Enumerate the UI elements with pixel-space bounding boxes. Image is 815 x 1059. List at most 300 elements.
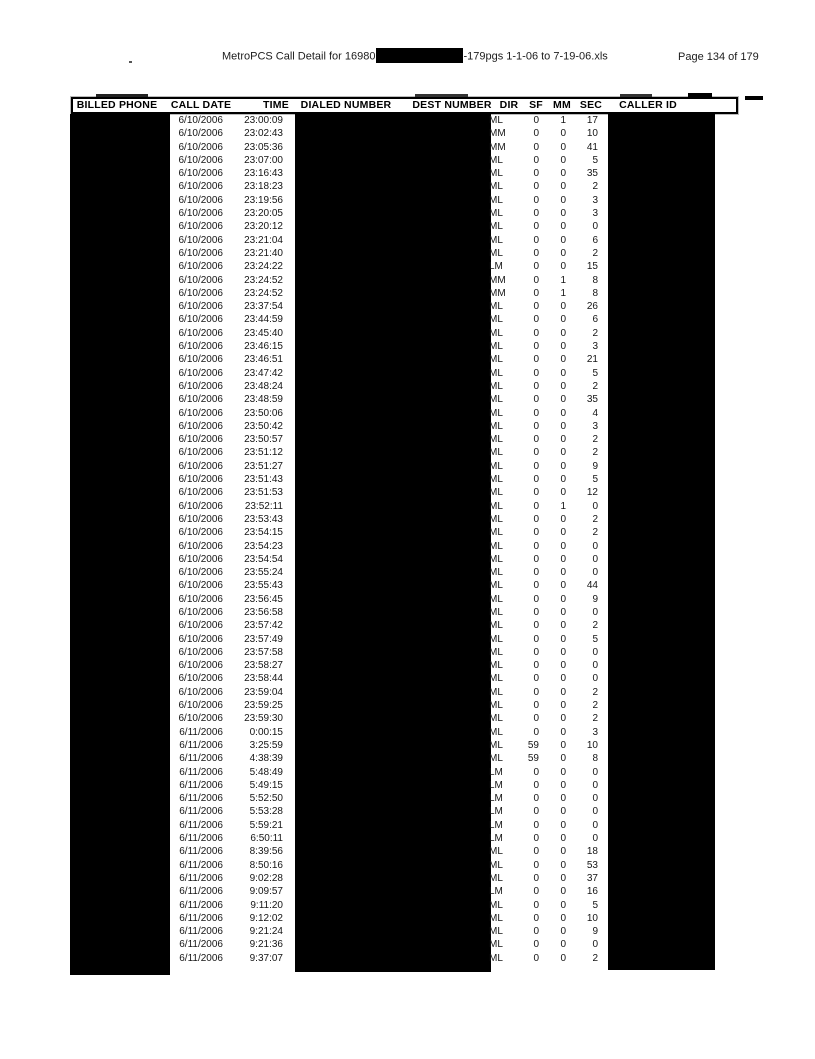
cell-dir: ML [489, 700, 503, 712]
cell-time: 23:20:12 [244, 221, 283, 233]
cell-dir: ML [489, 341, 503, 353]
table-body [0, 114, 815, 965]
cell-dir: ML [489, 168, 503, 180]
cell-sec: 35 [586, 168, 598, 180]
scan-speck [129, 61, 132, 63]
table-row [0, 260, 815, 273]
table-row [0, 633, 815, 646]
cell-sec: 44 [586, 580, 598, 592]
cell-sec: 0 [592, 833, 598, 845]
cell-call-date: 6/10/2006 [178, 301, 223, 313]
cell-dir: MM [489, 141, 506, 153]
cell-time: 23:48:59 [244, 394, 283, 406]
cell-mm: 0 [560, 540, 566, 552]
cell-dir: ML [489, 380, 503, 392]
cell-sec: 21 [586, 354, 598, 366]
table-row [0, 167, 815, 180]
table-row [0, 220, 815, 233]
cell-dir: ML [489, 394, 503, 406]
table-row [0, 872, 815, 885]
scan-smudge [415, 94, 468, 97]
cell-mm: 0 [560, 952, 566, 964]
table-row [0, 327, 815, 340]
cell-mm: 1 [560, 115, 566, 126]
cell-time: 23:45:40 [244, 327, 283, 339]
table-row [0, 805, 815, 818]
cell-sf: 0 [533, 793, 539, 805]
cell-mm: 0 [560, 367, 566, 379]
cell-mm: 0 [560, 833, 566, 845]
cell-time: 4:38:39 [249, 753, 283, 765]
table-row [0, 593, 815, 606]
cell-time: 23:18:23 [244, 181, 283, 193]
cell-sf: 0 [533, 434, 539, 446]
cell-mm: 0 [560, 261, 566, 273]
cell-sf: 0 [533, 673, 539, 685]
cell-time: 23:46:15 [244, 341, 283, 353]
table-row [0, 672, 815, 685]
cell-mm: 0 [560, 819, 566, 831]
cell-time: 23:54:23 [244, 540, 283, 552]
cell-sec: 10 [586, 912, 598, 924]
cell-sf: 0 [533, 208, 539, 220]
table-row [0, 433, 815, 446]
cell-call-date: 6/10/2006 [178, 500, 223, 512]
column-header-dialed-number: DIALED NUMBER [300, 99, 392, 111]
cell-sec: 35 [586, 394, 598, 406]
cell-sec: 0 [592, 819, 598, 831]
cell-mm: 0 [560, 341, 566, 353]
cell-sf: 0 [533, 700, 539, 712]
cell-sf: 0 [533, 952, 539, 964]
cell-call-date: 6/11/2006 [179, 726, 223, 738]
cell-time: 23:58:27 [244, 660, 283, 672]
cell-time: 23:24:52 [244, 287, 283, 299]
cell-mm: 0 [560, 314, 566, 326]
cell-mm: 0 [560, 221, 566, 233]
table-row [0, 526, 815, 539]
cell-sec: 0 [592, 939, 598, 951]
cell-sf: 0 [533, 367, 539, 379]
cell-time: 23:02:43 [244, 128, 283, 140]
column-header-caller-id: CALLER ID [619, 99, 677, 111]
table-row [0, 367, 815, 380]
cell-sf: 0 [533, 500, 539, 512]
cell-mm: 0 [560, 806, 566, 818]
cell-sec: 0 [592, 606, 598, 618]
cell-mm: 1 [560, 274, 566, 286]
column-header-billed-phone: BILLED PHONE [76, 99, 158, 111]
cell-dir: ML [489, 939, 503, 951]
cell-sec: 4 [592, 407, 598, 419]
cell-time: 23:19:56 [244, 194, 283, 206]
cell-call-date: 6/10/2006 [178, 314, 223, 326]
cell-dir: ML [489, 115, 503, 126]
cell-sf: 0 [533, 606, 539, 618]
cell-time: 23:51:43 [244, 474, 283, 486]
table-row [0, 832, 815, 845]
cell-mm: 0 [560, 513, 566, 525]
cell-mm: 0 [560, 793, 566, 805]
cell-dir: ML [489, 646, 503, 658]
scan-smudge [688, 93, 712, 98]
cell-mm: 1 [560, 287, 566, 299]
cell-dir: ML [489, 314, 503, 326]
document-title-suffix: -179pgs 1-1-06 to 7-19-06.xls [463, 50, 608, 63]
table-row [0, 952, 815, 965]
cell-time: 23:24:22 [244, 261, 283, 273]
cell-time: 9:37:07 [249, 952, 283, 964]
cell-call-date: 6/10/2006 [178, 367, 223, 379]
cell-dir: LM [489, 833, 503, 845]
cell-time: 9:21:36 [249, 939, 283, 951]
cell-dir: LM [489, 261, 503, 273]
cell-mm: 0 [560, 620, 566, 632]
cell-mm: 0 [560, 141, 566, 153]
cell-dir: ML [489, 513, 503, 525]
cell-call-date: 6/10/2006 [178, 673, 223, 685]
cell-sec: 26 [586, 301, 598, 313]
table-row [0, 460, 815, 473]
cell-sec: 2 [592, 620, 598, 632]
table-header-bar [71, 97, 738, 114]
cell-mm: 0 [560, 700, 566, 712]
cell-sec: 3 [592, 194, 598, 206]
cell-call-date: 6/10/2006 [178, 247, 223, 259]
cell-mm: 0 [560, 606, 566, 618]
cell-call-date: 6/10/2006 [178, 606, 223, 618]
cell-dir: ML [489, 474, 503, 486]
cell-dir: ML [489, 407, 503, 419]
cell-time: 23:21:40 [244, 247, 283, 259]
cell-call-date: 6/11/2006 [179, 753, 223, 765]
cell-sf: 0 [533, 407, 539, 419]
cell-mm: 0 [560, 567, 566, 579]
cell-time: 9:12:02 [249, 912, 283, 924]
cell-dir: ML [489, 527, 503, 539]
cell-call-date: 6/10/2006 [178, 527, 223, 539]
cell-sf: 0 [533, 660, 539, 672]
cell-dir: ML [489, 567, 503, 579]
cell-call-date: 6/11/2006 [179, 779, 223, 791]
cell-call-date: 6/11/2006 [179, 872, 223, 884]
cell-time: 9:11:20 [250, 899, 283, 911]
cell-call-date: 6/11/2006 [179, 833, 223, 845]
cell-dir: ML [489, 301, 503, 313]
cell-mm: 0 [560, 447, 566, 459]
cell-sec: 6 [592, 234, 598, 246]
cell-sf: 0 [533, 833, 539, 845]
cell-call-date: 6/10/2006 [178, 646, 223, 658]
cell-sec: 2 [592, 434, 598, 446]
cell-mm: 0 [560, 354, 566, 366]
cell-sf: 0 [533, 779, 539, 791]
cell-mm: 0 [560, 394, 566, 406]
cell-call-date: 6/10/2006 [178, 181, 223, 193]
cell-sec: 0 [592, 766, 598, 778]
cell-dir: ML [489, 487, 503, 499]
redaction-bar-title [376, 48, 463, 63]
cell-dir: ML [489, 434, 503, 446]
cell-sf: 0 [533, 460, 539, 472]
cell-mm: 0 [560, 593, 566, 605]
cell-call-date: 6/11/2006 [179, 806, 223, 818]
cell-dir: ML [489, 181, 503, 193]
cell-call-date: 6/10/2006 [178, 660, 223, 672]
table-row [0, 912, 815, 925]
cell-call-date: 6/10/2006 [178, 208, 223, 220]
cell-mm: 0 [560, 580, 566, 592]
cell-sf: 0 [533, 646, 539, 658]
cell-call-date: 6/10/2006 [178, 354, 223, 366]
cell-call-date: 6/10/2006 [178, 168, 223, 180]
cell-sf: 0 [533, 128, 539, 140]
cell-dir: LM [489, 819, 503, 831]
cell-sf: 0 [533, 487, 539, 499]
cell-dir: ML [489, 726, 503, 738]
table-row [0, 114, 815, 127]
cell-dir: ML [489, 420, 503, 432]
cell-dir: ML [489, 952, 503, 964]
table-row [0, 699, 815, 712]
cell-dir: ML [489, 606, 503, 618]
cell-mm: 0 [560, 633, 566, 645]
cell-call-date: 6/10/2006 [178, 221, 223, 233]
cell-sf: 0 [533, 474, 539, 486]
cell-time: 23:53:43 [244, 513, 283, 525]
cell-time: 23:56:58 [244, 606, 283, 618]
table-row [0, 234, 815, 247]
cell-sf: 0 [533, 620, 539, 632]
cell-time: 5:52:50 [249, 793, 283, 805]
cell-time: 23:07:00 [244, 154, 283, 166]
cell-dir: ML [489, 327, 503, 339]
cell-time: 23:51:27 [244, 460, 283, 472]
table-row [0, 154, 815, 167]
cell-time: 23:44:59 [244, 314, 283, 326]
cell-sf: 0 [533, 593, 539, 605]
cell-call-date: 6/11/2006 [179, 899, 223, 911]
cell-call-date: 6/10/2006 [178, 593, 223, 605]
cell-sec: 41 [586, 141, 598, 153]
cell-sec: 5 [592, 633, 598, 645]
cell-dir: ML [489, 673, 503, 685]
cell-mm: 0 [560, 686, 566, 698]
cell-sec: 8 [592, 287, 598, 299]
cell-call-date: 6/10/2006 [178, 274, 223, 286]
cell-time: 23:50:42 [244, 420, 283, 432]
cell-time: 0:00:15 [249, 726, 283, 738]
cell-mm: 0 [560, 939, 566, 951]
cell-dir: ML [489, 713, 503, 725]
table-row [0, 141, 815, 154]
table-row [0, 340, 815, 353]
cell-time: 23:54:15 [244, 527, 283, 539]
cell-sf: 0 [533, 553, 539, 565]
cell-mm: 0 [560, 779, 566, 791]
cell-sec: 8 [592, 753, 598, 765]
cell-mm: 0 [560, 660, 566, 672]
cell-sec: 3 [592, 726, 598, 738]
cell-mm: 0 [560, 553, 566, 565]
cell-time: 23:52:11 [244, 500, 283, 512]
cell-call-date: 6/10/2006 [178, 633, 223, 645]
cell-sec: 8 [592, 274, 598, 286]
table-row [0, 819, 815, 832]
cell-time: 23:59:30 [244, 713, 283, 725]
cell-mm: 0 [560, 327, 566, 339]
cell-sec: 5 [592, 367, 598, 379]
cell-sec: 0 [592, 500, 598, 512]
cell-mm: 0 [560, 407, 566, 419]
table-row [0, 500, 815, 513]
cell-mm: 0 [560, 527, 566, 539]
table-row [0, 792, 815, 805]
cell-mm: 0 [560, 726, 566, 738]
cell-time: 23:47:42 [244, 367, 283, 379]
table-row [0, 766, 815, 779]
column-header-dir: DIR [499, 99, 519, 111]
cell-mm: 0 [560, 181, 566, 193]
cell-call-date: 6/11/2006 [179, 912, 223, 924]
page-number-label: Page 134 of 179 [678, 51, 759, 63]
cell-dir: ML [489, 846, 503, 858]
scan-smudge [745, 96, 763, 100]
cell-time: 9:09:57 [249, 886, 283, 898]
cell-time: 23:51:12 [244, 447, 283, 459]
cell-dir: ML [489, 247, 503, 259]
cell-sec: 53 [586, 859, 598, 871]
cell-mm: 0 [560, 154, 566, 166]
table-row [0, 752, 815, 765]
cell-time: 6:50:11 [250, 833, 283, 845]
cell-mm: 0 [560, 474, 566, 486]
cell-call-date: 6/11/2006 [179, 766, 223, 778]
table-row [0, 712, 815, 725]
table-row [0, 938, 815, 951]
cell-time: 8:50:16 [249, 859, 283, 871]
table-row [0, 473, 815, 486]
table-row [0, 553, 815, 566]
cell-mm: 0 [560, 926, 566, 938]
table-row [0, 566, 815, 579]
table-row [0, 726, 815, 739]
cell-mm: 0 [560, 753, 566, 765]
cell-mm: 0 [560, 846, 566, 858]
cell-sf: 0 [533, 154, 539, 166]
table-row [0, 579, 815, 592]
cell-call-date: 6/11/2006 [179, 859, 223, 871]
cell-call-date: 6/10/2006 [178, 194, 223, 206]
cell-sf: 0 [533, 513, 539, 525]
cell-dir: ML [489, 154, 503, 166]
cell-time: 23:20:05 [244, 208, 283, 220]
cell-call-date: 6/10/2006 [178, 380, 223, 392]
column-header-dest-number: DEST NUMBER [412, 99, 492, 111]
cell-sf: 0 [533, 886, 539, 898]
cell-call-date: 6/11/2006 [179, 952, 223, 964]
cell-dir: MM [489, 274, 506, 286]
cell-time: 5:48:49 [249, 766, 283, 778]
table-row [0, 646, 815, 659]
cell-time: 23:58:44 [244, 673, 283, 685]
cell-sf: 0 [533, 580, 539, 592]
cell-sec: 0 [592, 567, 598, 579]
cell-sec: 17 [586, 115, 598, 126]
cell-dir: ML [489, 899, 503, 911]
cell-sec: 3 [592, 420, 598, 432]
cell-call-date: 6/10/2006 [178, 700, 223, 712]
cell-sec: 0 [592, 221, 598, 233]
cell-time: 23:37:54 [244, 301, 283, 313]
cell-sec: 2 [592, 181, 598, 193]
cell-mm: 0 [560, 713, 566, 725]
cell-mm: 0 [560, 899, 566, 911]
cell-sec: 9 [592, 926, 598, 938]
cell-sec: 16 [586, 886, 598, 898]
cell-mm: 0 [560, 168, 566, 180]
cell-sec: 2 [592, 447, 598, 459]
column-header-sec: SEC [579, 99, 603, 111]
cell-time: 9:21:24 [249, 926, 283, 938]
table-row [0, 313, 815, 326]
cell-time: 9:02:28 [249, 872, 283, 884]
cell-sf: 0 [533, 420, 539, 432]
cell-time: 23:55:43 [244, 580, 283, 592]
cell-dir: ML [489, 234, 503, 246]
cell-time: 23:48:24 [244, 380, 283, 392]
cell-time: 23:46:51 [244, 354, 283, 366]
cell-dir: ML [489, 686, 503, 698]
cell-sf: 0 [533, 261, 539, 273]
table-row [0, 925, 815, 938]
cell-call-date: 6/11/2006 [179, 846, 223, 858]
cell-sec: 5 [592, 154, 598, 166]
document-title-prefix: MetroPCS Call Detail for 16980 [222, 50, 376, 63]
column-header-mm: MM [553, 99, 571, 111]
cell-sec: 0 [592, 779, 598, 791]
table-row [0, 486, 815, 499]
cell-dir: ML [489, 739, 503, 751]
cell-dir: ML [489, 912, 503, 924]
cell-sf: 0 [533, 926, 539, 938]
cell-sf: 0 [533, 194, 539, 206]
cell-mm: 0 [560, 434, 566, 446]
cell-dir: ML [489, 540, 503, 552]
cell-time: 23:57:58 [244, 646, 283, 658]
cell-call-date: 6/10/2006 [178, 287, 223, 299]
column-header-time: TIME [263, 99, 289, 111]
cell-dir: ML [489, 553, 503, 565]
cell-sec: 37 [586, 872, 598, 884]
cell-call-date: 6/11/2006 [179, 739, 223, 751]
cell-dir: ML [489, 926, 503, 938]
cell-dir: ML [489, 367, 503, 379]
cell-dir: ML [489, 447, 503, 459]
cell-sf: 0 [533, 341, 539, 353]
cell-sf: 0 [533, 527, 539, 539]
cell-time: 23:16:43 [244, 168, 283, 180]
cell-call-date: 6/10/2006 [178, 434, 223, 446]
cell-sf: 0 [533, 912, 539, 924]
scan-smudge [96, 94, 148, 97]
column-header-sf: SF [529, 99, 543, 111]
cell-sf: 0 [533, 380, 539, 392]
cell-sec: 2 [592, 527, 598, 539]
cell-dir: ML [489, 660, 503, 672]
cell-time: 23:55:24 [244, 567, 283, 579]
table-row [0, 194, 815, 207]
